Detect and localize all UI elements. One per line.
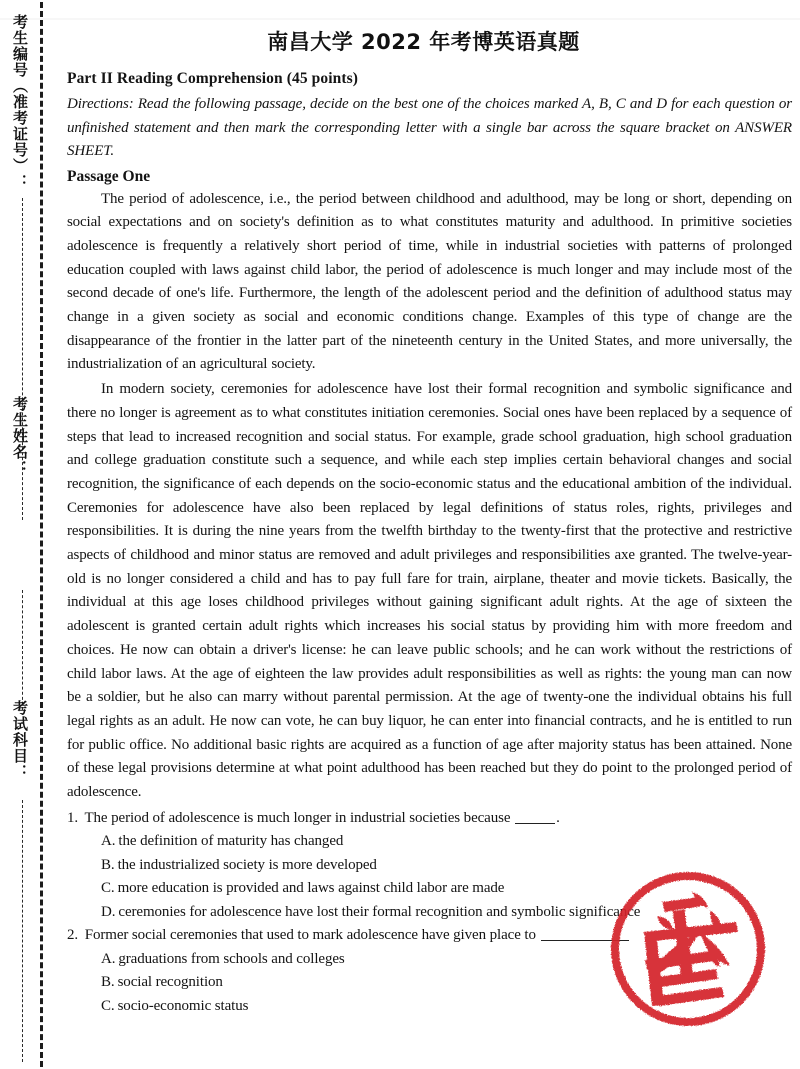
passage-heading: Passage One [67,167,151,185]
choice-option[interactable] [101,995,792,1019]
question-item [67,807,792,925]
question-text: Former social ceremonies that used to mark adolescence have given place to [84,927,536,944]
choice-text: social recognition [117,974,223,991]
question-list [67,807,792,1019]
choice-text: more education is provided and laws against child labor are made [117,880,505,897]
page-title: 南昌大学 2022 年考博英语真题 [267,30,580,54]
choice-text: ceremonies for adolescence have lost their formal recognition and symbolic significance [118,903,641,920]
choice-option[interactable] [101,948,792,972]
binding-margin [0,0,60,1069]
question-number: 1. [67,809,79,826]
question-number: 2. [67,927,79,944]
choice-option[interactable] [101,971,792,995]
exam-subject-label: 考试科目： [11,700,29,780]
question-text: The period of adolescence is much longer in industrial societies because [84,809,511,826]
choice-text: the definition of maturity has changed [118,833,344,850]
choice-letter: A. [101,950,116,967]
choice-text: the industrialized society is more developed [117,856,377,873]
directions-text: Directions: Read the following passage, decide on the best one of the choices marked A, B, C and D for each question or unfinished statement and then mark the corresponding letter with a single bar across the square bracket on ANSWER SHEET. [67,96,792,159]
choice-text: socio-economic status [117,997,249,1014]
choice-option[interactable] [101,830,792,854]
choice-letter: B. [101,974,115,991]
choice-option[interactable] [101,854,792,878]
passage-paragraph: The period of adolescence, i.e., the period between childhood and adulthood, may be long or short, depending on social expectations and on society's definition as to what constitutes maturity and adulthood. In primitive societies adolescence is frequently a relatively short period of time, while in industrial societies with patterns of prolonged education coupled with laws against child labor, the period of adolescence is much longer and may include most of the second decade of one's life. Furthermore, the length of the adolescent period and the definition of adulthood status may change in a given society as social and economic conditions change. Examples of this type of change are the disappearance of the frontier in the latter part of the nineteenth century in the United States, and more universally, the industrialization of an agricultural society. [67,190,792,373]
choice-option[interactable] [101,877,792,901]
question-stem [67,807,792,831]
choice-letter: C. [101,880,115,897]
candidate-name-label: 考生姓名： [11,396,29,476]
answer-blank[interactable] [541,940,629,941]
choice-letter: C. [101,997,115,1014]
passage-paragraph: In modern society, ceremonies for adolescence have lost their formal recognition and symbolic significance and there no longer is agreement as to what constitutes initiation ceremonies. Social ones have been replaced by a sequence of steps that lead to increased recognition and social status. For example, grade school graduation, high school graduation and college graduation constitute such a sequence, and while each step implies certain behavioral changes and social recognition, the significance of each depends on the socio-economic status and the educational ambition of the individual. Ceremonies for adolescence have also been replaced by legal definitions of status roles, rights, privileges and responsibilities. It is during the nine years from the twelfth birthday to the twenty-first that the protective and restrictive aspects of childhood and minor status are removed and adult privileges and responsibilities axe granted. The twelve-year-old is no longer considered a child and has to pay full fare for train, airplane, theater and movie tickets. Basically, the individual at this age loses childhood privileges without gaining significant adult rights. At the age of sixteen the adolescent is granted certain adult rights which increases his social status by providing him with more freedom and choices. He now can obtain a driver's license: he can leave public schools; and he can work without the restrictions of child labor laws. At the age of eighteen the law provides adult responsibilities as well as rights: the young man can now be a soldier, but he also can marry without parental permission. At the age of twenty-one the individual obtains his full legal rights as an adult. He now can vote, he can buy liquor, he can enter into financial contracts, and he is entitled to run for public office. No additional basic rights are acquired as a function of age after majority status has been attained. None of these legal provisions determine at what point adulthood has been reached but they do point to the prolonged period of adolescence. [67,381,792,801]
choice-list [67,830,792,924]
choice-text: graduations from schools and colleges [118,950,345,967]
question-stem [67,924,792,948]
write-line-3 [22,800,23,1062]
cut-line-dashed [40,2,43,1067]
question-item [67,924,792,1018]
answer-blank[interactable] [515,823,555,824]
choice-letter: B. [101,856,115,873]
choice-list [67,948,792,1019]
document-body [63,0,800,1069]
part-heading: Part II Reading Comprehension (45 points) [67,70,359,87]
write-line-2 [22,590,23,710]
choice-option[interactable] [101,901,792,925]
choice-letter: A. [101,833,116,850]
question-text-tail: . [556,809,560,826]
candidate-id-label: 考生编号（准考证号）： [11,14,29,190]
choice-letter: D. [101,903,116,920]
